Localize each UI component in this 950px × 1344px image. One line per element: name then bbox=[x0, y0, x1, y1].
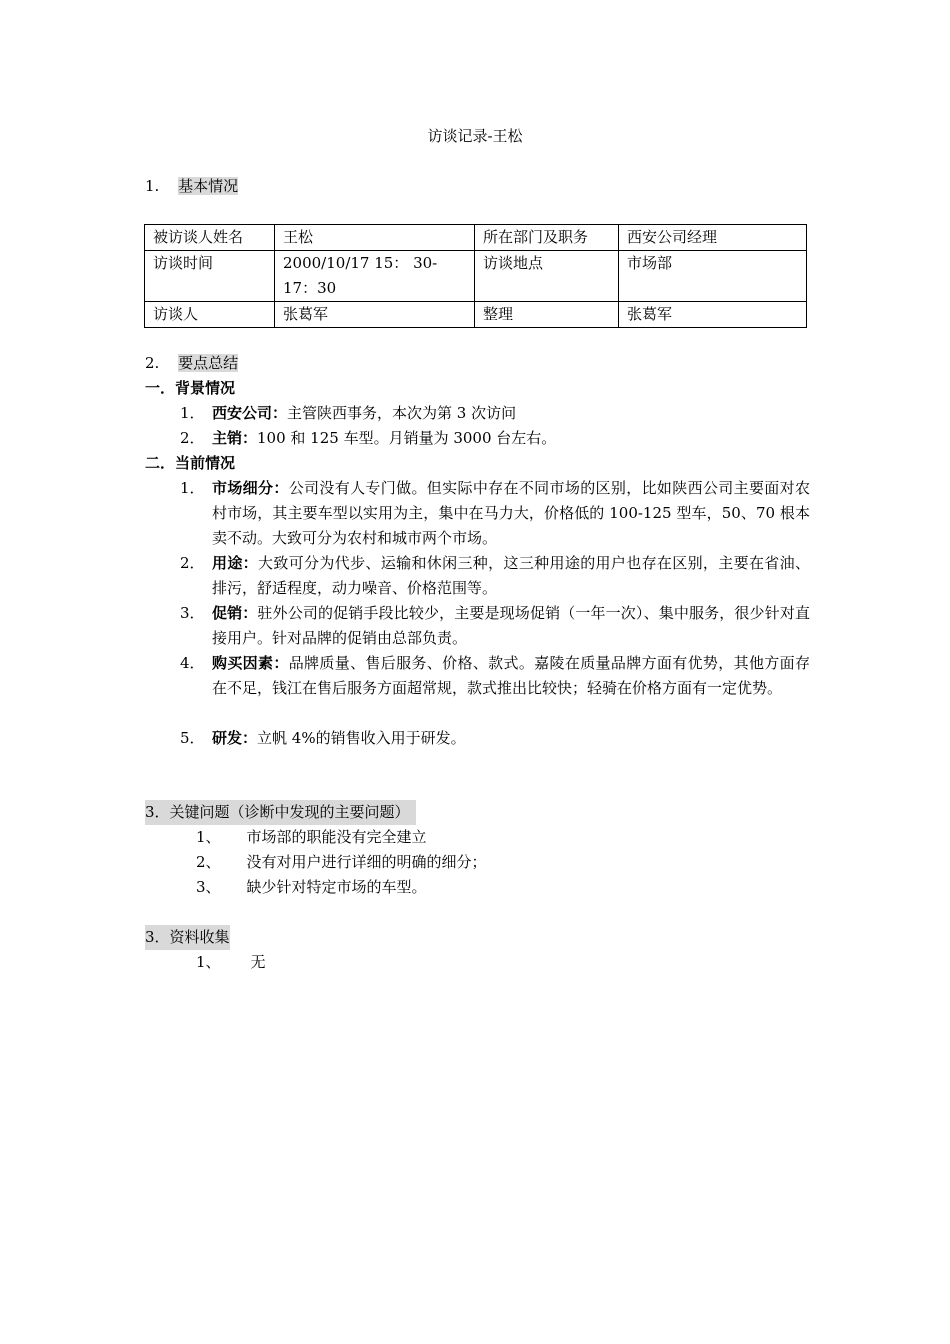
section-4-heading: 3．资料收集 bbox=[145, 925, 230, 950]
table-row bbox=[145, 302, 807, 328]
table-cell: 张葛军 bbox=[619, 302, 807, 328]
section-2-label: 要点总结 bbox=[178, 354, 239, 372]
document-title: 访谈记录-王松 bbox=[427, 127, 523, 145]
table-cell: 被访谈人姓名 bbox=[145, 225, 275, 251]
section-1-heading bbox=[145, 174, 238, 199]
table-cell: 西安公司经理 bbox=[619, 225, 807, 251]
list-item: 4． 购买因素：品牌质量、售后服务、价格、款式。嘉陵在质量品牌方面有优势，其他方面存在不足，钱江在售后服务方面超常规，款式推出比较快；轻骑在价格方面有一定优势。 bbox=[180, 654, 810, 697]
table-cell: 王松 bbox=[275, 225, 475, 251]
table-cell: 所在部门及职务 bbox=[475, 225, 619, 251]
section-3-heading: 3．关键问题（诊断中发现的主要问题） bbox=[145, 800, 416, 825]
section-1-label: 基本情况 bbox=[178, 177, 239, 195]
list-item: 1． 西安公司：主管陕西事务，本次为第 3 次访问 bbox=[180, 404, 517, 422]
list-item: 1、 无 bbox=[196, 953, 266, 971]
list-item: 5． 研发：立帆 4%的销售收入用于研发。 bbox=[180, 729, 466, 747]
interview-info-table bbox=[144, 224, 807, 328]
table-cell: 访谈地点 bbox=[475, 251, 619, 302]
list-item: 3． 促销：驻外公司的促销手段比较少，主要是现场促销（一年一次）、集中服务，很少针对直接用户。针对品牌的促销由总部负责。 bbox=[180, 604, 810, 647]
table-cell: 整理 bbox=[475, 302, 619, 328]
table-row bbox=[145, 251, 807, 302]
table-cell: 2000/10/17 15： 30-17：30 bbox=[275, 251, 475, 302]
list-item: 2． 用途：大致可分为代步、运输和休闲三种，这三种用途的用户也存在区别，主要在省油、排污，舒适程度，动力噪音、价格范围等。 bbox=[180, 554, 810, 597]
section-2-number: 2. bbox=[145, 354, 160, 372]
list-item: 3、 缺少针对特定市场的车型。 bbox=[196, 878, 427, 896]
table-cell: 市场部 bbox=[619, 251, 807, 302]
current-heading: 二．当前情况 bbox=[145, 454, 236, 472]
list-item: 1、 市场部的职能没有完全建立 bbox=[196, 828, 427, 846]
section-1-number: 1. bbox=[145, 177, 160, 195]
list-item: 1． 市场细分：公司没有人专门做。但实际中存在不同市场的区别，比如陕西公司主要面对农村市场，其主要车型以实用为主，集中在马力大，价格低的 100-125 型车，50、70 根本卖不动。大致可分为农村和城市两个市场。 bbox=[180, 479, 810, 547]
table-cell: 张葛军 bbox=[275, 302, 475, 328]
background-heading: 一．背景情况 bbox=[145, 379, 236, 397]
list-item: 2、 没有对用户进行详细的明确的细分； bbox=[196, 853, 487, 871]
table-row bbox=[145, 225, 807, 251]
section-2-heading bbox=[145, 351, 238, 376]
table-cell: 访谈时间 bbox=[145, 251, 275, 302]
table-cell: 访谈人 bbox=[145, 302, 275, 328]
list-item: 2． 主销：100 和 125 车型。月销量为 3000 台左右。 bbox=[180, 429, 557, 447]
